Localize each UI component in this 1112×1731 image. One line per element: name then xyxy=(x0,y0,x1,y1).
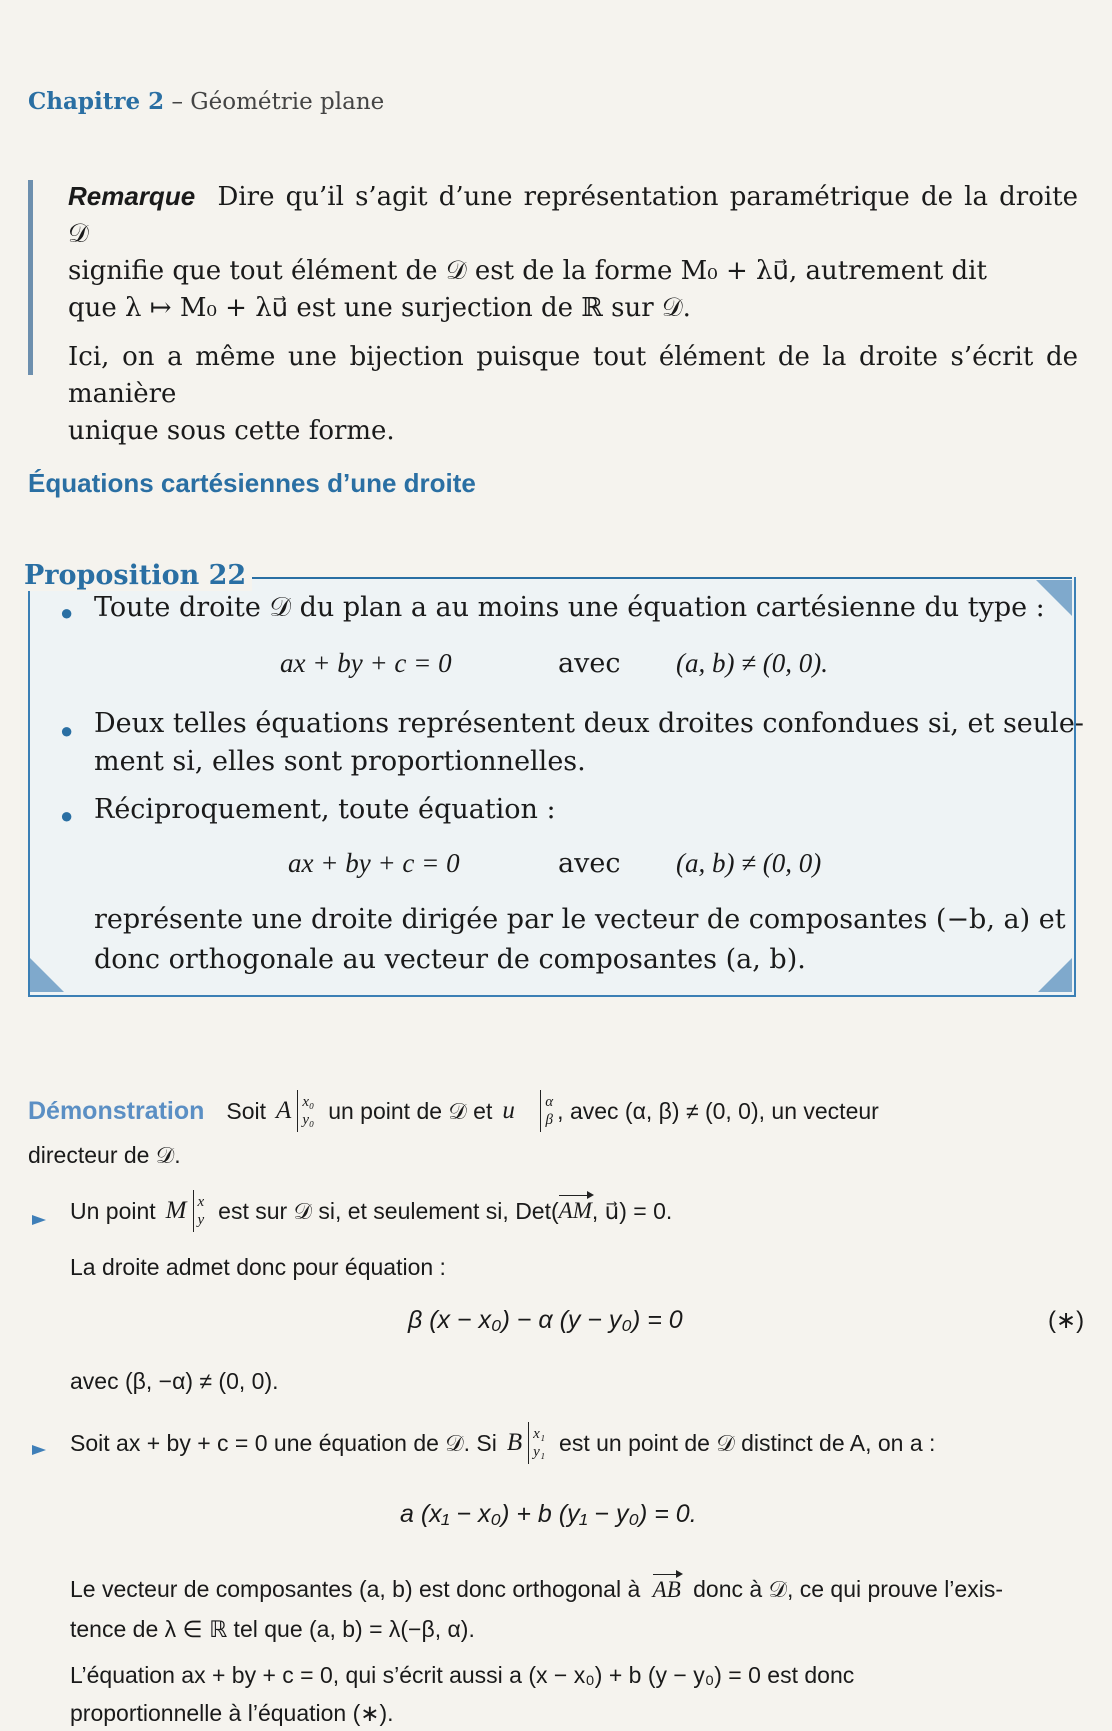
vector-ab: AB xyxy=(652,1577,681,1602)
equation-condition: (a, b) ≠ (0, 0) xyxy=(676,848,822,878)
remark-label: Remarque xyxy=(68,181,196,211)
coords-b xyxy=(533,1425,545,1461)
remark-line: unique sous cette forme. xyxy=(68,416,395,446)
demo-text: tence de λ ∈ ℝ tel que (a, b) = λ(−β, α). xyxy=(70,1616,475,1642)
point-m: M xyxy=(165,1197,187,1224)
coord: y₀ xyxy=(302,1112,315,1128)
equation: ax + by + c = 0 xyxy=(280,648,452,678)
proposition-item-2-line-2: ment si, elles sont proportionnelles. xyxy=(94,746,586,777)
equation: a (x₁ − x₀) + b (y₁ − y₀) = 0. xyxy=(400,1500,697,1528)
demo-text: un point de 𝒟 et xyxy=(328,1097,493,1124)
proposition-item-3: Réciproquement, toute équation : xyxy=(94,794,556,825)
triangle-bullet-icon xyxy=(32,1215,46,1225)
column-bar xyxy=(193,1190,194,1232)
bullet-icon: ● xyxy=(60,803,74,828)
coord: x xyxy=(197,1194,205,1210)
chapter-label: Chapitre 2 xyxy=(28,88,165,115)
equation-tag: (∗) xyxy=(1048,1307,1085,1334)
demo-text: , avec (α, β) ≠ (0, 0), un vecteur xyxy=(557,1097,879,1124)
coord: α xyxy=(545,1094,554,1110)
demo-text: Le vecteur de composantes (a, b) est donc orthogonal à xyxy=(70,1576,641,1602)
section-title: Équations cartésiennes d’une droite xyxy=(28,468,476,498)
demo-text: Soit ax + by + c = 0 une équation de 𝒟. Si xyxy=(70,1429,497,1456)
coord: x₀ xyxy=(302,1094,315,1110)
proposition-rule xyxy=(226,577,1072,579)
coords-a xyxy=(302,1093,314,1129)
demo-text: est un point de 𝒟 distinct de A, on a : xyxy=(559,1429,936,1456)
remark-line: que λ ↦ M₀ + λu⃗ est une surjection de ℝ sur 𝒟. xyxy=(68,293,691,323)
column-bar xyxy=(528,1422,529,1464)
vector-u: u⃗ xyxy=(502,1097,535,1124)
demo-text: L’équation ax + by + c = 0, qui s’écrit aussi a (x − x₀) + b (y − y₀) = 0 est donc xyxy=(70,1662,855,1688)
point-b: B xyxy=(506,1429,523,1456)
equation: ax + by + c = 0 xyxy=(288,848,460,878)
corner-ornament xyxy=(30,958,64,992)
column-bar xyxy=(297,1090,298,1132)
chapter-subject: Géométrie plane xyxy=(190,89,385,115)
remark-paragraph-2 xyxy=(68,339,1078,450)
demo-item-2 xyxy=(70,1422,935,1464)
demo-vector-line-1 xyxy=(70,1576,1003,1603)
coords-m xyxy=(198,1193,205,1229)
demo-text: Un point xyxy=(70,1197,156,1224)
equation-condition: (a, b) ≠ (0, 0). xyxy=(676,648,829,678)
demo-text: donc à 𝒟, ce qui prouve l’exis- xyxy=(693,1576,1003,1602)
demo-text: est sur 𝒟 si, et seulement si, Det( xyxy=(218,1197,559,1224)
demo-text: avec (β, −α) ≠ (0, 0). xyxy=(70,1368,279,1394)
point-a: A xyxy=(276,1097,292,1124)
coord: y₁ xyxy=(533,1444,546,1460)
demo-text: Soit xyxy=(226,1097,267,1124)
header-dash: – xyxy=(164,89,191,115)
remark-block xyxy=(68,178,1078,462)
demo-first-line xyxy=(28,1090,879,1132)
corner-ornament xyxy=(1038,958,1072,992)
vector-am: AM xyxy=(558,1198,592,1223)
proposition-item-1: Toute droite 𝒟 du plan a au moins une équation cartésienne du type : xyxy=(94,592,1045,623)
running-header xyxy=(28,88,384,115)
column-bar xyxy=(540,1090,541,1132)
proposition-conclusion-line-2: donc orthogonale au vecteur de composantes (a, b). xyxy=(94,944,806,975)
demo-text: proportionnelle à l’équation (∗). xyxy=(70,1700,394,1726)
remark-margin-bar xyxy=(28,180,33,375)
bullet-icon: ● xyxy=(60,600,74,625)
remark-paragraph-1 xyxy=(68,178,1078,327)
coord: y xyxy=(197,1212,205,1228)
coord: x₁ xyxy=(533,1426,546,1442)
triangle-bullet-icon xyxy=(32,1445,46,1455)
coords-u xyxy=(545,1093,553,1129)
remark-line: Ici, on a même une bijection puisque tout élément de la droite s’écrit de manière xyxy=(68,342,1078,409)
proposition-conclusion-line-1: représente une droite dirigée par le vecteur de composantes (−b, a) et xyxy=(94,904,1066,935)
remark-line: Dire qu’il s’agit d’une représentation paramétrique de la droite 𝒟 xyxy=(68,182,1078,249)
demo-text: directeur de 𝒟. xyxy=(28,1142,181,1168)
proposition-item-2-line-1: Deux telles équations représentent deux droites confondues si, et seule- xyxy=(94,708,1084,739)
bullet-icon: ● xyxy=(60,718,74,743)
remark-line: signifie que tout élément de 𝒟 est de la forme M₀ + λu⃗, autrement dit xyxy=(68,256,987,286)
equation-avec: avec xyxy=(558,648,621,679)
demo-text: , u⃗) = 0. xyxy=(591,1197,673,1224)
proposition-title: Proposition 22 xyxy=(24,560,252,591)
demo-item-1 xyxy=(70,1190,672,1232)
demo-text: La droite admet donc pour équation : xyxy=(70,1254,446,1280)
equation-star: β (x − x₀) − α (y − y₀) = 0 xyxy=(408,1306,683,1334)
coord: β xyxy=(545,1112,553,1128)
equation-avec: avec xyxy=(558,848,621,879)
demo-label: Démonstration xyxy=(28,1096,205,1125)
